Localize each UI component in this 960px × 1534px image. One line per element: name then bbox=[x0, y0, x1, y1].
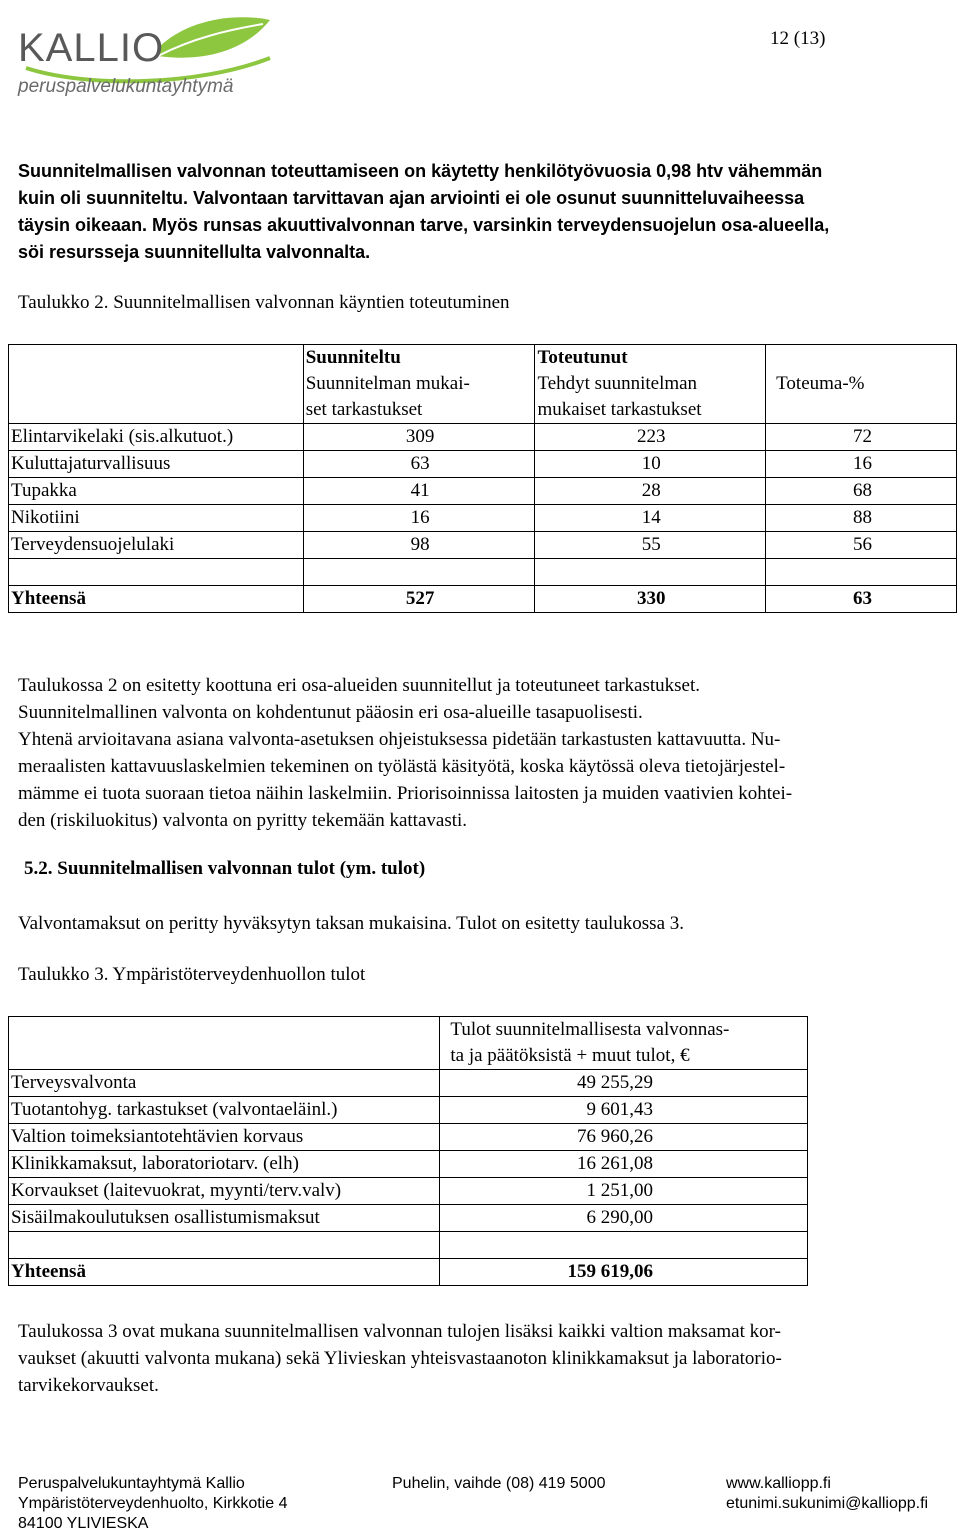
row-label: Nikotiini bbox=[9, 505, 304, 532]
section-heading: 5.2. Suunnitelmallisen valvonnan tulot (ym. tulot) bbox=[24, 858, 426, 879]
intro-line: söi resursseja suunnitellulta valvonnalta. bbox=[18, 242, 371, 262]
paragraph-2 bbox=[18, 672, 948, 834]
row-planned: 309 bbox=[303, 424, 535, 451]
table3-corner-cell bbox=[9, 1017, 440, 1070]
footer-org: Peruspalvelukuntayhtymä Kallio bbox=[18, 1475, 245, 1492]
table2-header-row bbox=[9, 345, 957, 372]
row-value: 6 290,00 bbox=[440, 1205, 808, 1232]
table-row bbox=[9, 505, 957, 532]
row-pct: 16 bbox=[766, 451, 957, 478]
table2 bbox=[8, 344, 957, 613]
table-row bbox=[9, 1124, 808, 1151]
row-label: Sisäilmakoulutuksen osallistumismaksut bbox=[9, 1205, 440, 1232]
table-row bbox=[9, 1070, 808, 1097]
table3 bbox=[8, 1016, 808, 1286]
table-empty-row bbox=[9, 1232, 808, 1259]
text-line: vaukset (akuutti valvonta mukana) sekä Ylivieskan yhteisvastaanoton klinikkamaksut ja laboratorio- bbox=[18, 1348, 782, 1369]
table-row bbox=[9, 532, 957, 559]
table-row bbox=[9, 424, 957, 451]
row-pct: 72 bbox=[766, 424, 957, 451]
row-label: Elintarvikelaki (sis.alkutuot.) bbox=[9, 424, 304, 451]
footer-contact bbox=[726, 1474, 928, 1514]
row-planned: 41 bbox=[303, 478, 535, 505]
row-value: 76 960,26 bbox=[440, 1124, 808, 1151]
table2-sub-planned: Suunnitelman mukai- set tarkastukset bbox=[303, 371, 535, 424]
table-row bbox=[9, 1178, 808, 1205]
table2-corner-cell bbox=[9, 345, 304, 424]
footer-email-link[interactable]: etunimi.sukunimi@kalliopp.fi bbox=[726, 1495, 929, 1512]
row-label: Korvaukset (laitevuokrat, myynti/terv.valv) bbox=[9, 1178, 440, 1205]
row-realized: 10 bbox=[535, 451, 766, 478]
intro-paragraph bbox=[18, 158, 948, 266]
total-realized: 330 bbox=[535, 586, 766, 613]
row-pct: 68 bbox=[766, 478, 957, 505]
kallio-logo bbox=[8, 8, 278, 108]
row-realized: 55 bbox=[535, 532, 766, 559]
text-line: Suunnitelmallinen valvonta on kohdentunut pääosin eri osa-alueille tasapuolisesti. bbox=[18, 702, 643, 723]
row-planned: 98 bbox=[303, 532, 535, 559]
table2-header-pct: Toteuma-% bbox=[766, 371, 957, 424]
total-planned: 527 bbox=[303, 586, 535, 613]
footer-dept: Ympäristöterveydenhuolto, Kirkkotie 4 bbox=[18, 1495, 288, 1512]
row-realized: 223 bbox=[535, 424, 766, 451]
row-label: Klinikkamaksut, laboratoriotarv. (elh) bbox=[9, 1151, 440, 1178]
row-label: Valtion toimeksiantotehtävien korvaus bbox=[9, 1124, 440, 1151]
text-line: tarvikekorvaukset. bbox=[18, 1375, 159, 1396]
total-value: 159 619,06 bbox=[440, 1259, 808, 1286]
footer-address bbox=[18, 1474, 287, 1534]
total-label: Yhteensä bbox=[9, 586, 304, 613]
text-line: mämme ei tuota suoraan tietoa näihin laskelmiin. Priorisoinnissa laitosten ja muiden vaativien kohtei- bbox=[18, 783, 793, 804]
row-pct: 56 bbox=[766, 532, 957, 559]
row-value: 16 261,08 bbox=[440, 1151, 808, 1178]
row-value: 9 601,43 bbox=[440, 1097, 808, 1124]
row-label: Terveydensuojelulaki bbox=[9, 532, 304, 559]
table3-header-row bbox=[9, 1017, 808, 1070]
footer-city: 84100 YLIVIESKA bbox=[18, 1515, 149, 1532]
logo-name: KALLIO bbox=[18, 26, 165, 70]
text-line: Yhtenä arvioitavana asiana valvonta-asetuksen ohjeistuksessa pidetään tarkastusten kattavuutta. Nu- bbox=[18, 729, 781, 750]
row-planned: 63 bbox=[303, 451, 535, 478]
logo-subtitle: peruspalvelukuntayhtymä bbox=[18, 76, 234, 97]
table-total-row bbox=[9, 1259, 808, 1286]
row-label: Terveysvalvonta bbox=[9, 1070, 440, 1097]
row-label: Kuluttajaturvallisuus bbox=[9, 451, 304, 478]
table-total-row bbox=[9, 586, 957, 613]
table-row bbox=[9, 1205, 808, 1232]
table2-caption: Taulukko 2. Suunnitelmallisen valvonnan käyntien toteutuminen bbox=[18, 292, 510, 313]
table-row bbox=[9, 1097, 808, 1124]
table2-sub-realized: Tehdyt suunnitelman mukaiset tarkastukset bbox=[535, 371, 766, 424]
total-pct: 63 bbox=[766, 586, 957, 613]
intro-line: Suunnitelmallisen valvonnan toteuttamiseen on käytetty henkilötyövuosia 0,98 htv vähemmän bbox=[18, 161, 823, 181]
text-line: Taulukossa 2 on esitetty koottuna eri osa-alueiden suunnitellut ja toteutuneet tarkastukset. bbox=[18, 675, 700, 696]
footer-phone: Puhelin, vaihde (08) 419 5000 bbox=[392, 1475, 606, 1492]
row-planned: 16 bbox=[303, 505, 535, 532]
row-realized: 14 bbox=[535, 505, 766, 532]
page-number: 12 (13) bbox=[770, 28, 826, 49]
paragraph-3: Valvontamaksut on peritty hyväksytyn taksan mukaisina. Tulot on esitetty taulukossa 3. bbox=[18, 913, 685, 934]
total-label: Yhteensä bbox=[9, 1259, 440, 1286]
intro-line: kuin oli suunniteltu. Valvontaan tarvittavan ajan arviointi ei ole osunut suunnitteluvaiheessa bbox=[18, 188, 805, 208]
row-label: Tuotantohyg. tarkastukset (valvontaeläinl.) bbox=[9, 1097, 440, 1124]
text-line: meraalisten kattavuuslaskelmien tekeminen on työlästä käsityötä, koska käytössä oleva tietojärjestel- bbox=[18, 756, 786, 777]
text-line: Taulukossa 3 ovat mukana suunnitelmallisen valvonnan tulojen lisäksi kaikki valtion maksamat kor- bbox=[18, 1321, 781, 1342]
row-label: Tupakka bbox=[9, 478, 304, 505]
intro-line: täysin oikeaan. Myös runsas akuuttivalvonnan tarve, varsinkin terveydensuojelun osa-alueella, bbox=[18, 215, 830, 235]
row-pct: 88 bbox=[766, 505, 957, 532]
footer-web-link[interactable]: www.kalliopp.fi bbox=[726, 1475, 831, 1492]
table-empty-row bbox=[9, 559, 957, 586]
table2-header-planned: Suunniteltu bbox=[303, 345, 535, 372]
table-row bbox=[9, 1151, 808, 1178]
row-realized: 28 bbox=[535, 478, 766, 505]
table3-caption: Taulukko 3. Ympäristöterveydenhuollon tulot bbox=[18, 964, 366, 985]
paragraph-4 bbox=[18, 1318, 948, 1399]
table2-header-empty bbox=[766, 345, 957, 372]
table-row bbox=[9, 478, 957, 505]
row-value: 49 255,29 bbox=[440, 1070, 808, 1097]
table3-header: Tulot suunnitelmallisesta valvonnas- ta ja päätöksistä + muut tulot, € bbox=[440, 1017, 808, 1070]
text-line: den (riskiluokitus) valvonta on pyritty tekemään kattavasti. bbox=[18, 810, 468, 831]
row-value: 1 251,00 bbox=[440, 1178, 808, 1205]
table2-header-realized: Toteutunut bbox=[535, 345, 766, 372]
table-row bbox=[9, 451, 957, 478]
